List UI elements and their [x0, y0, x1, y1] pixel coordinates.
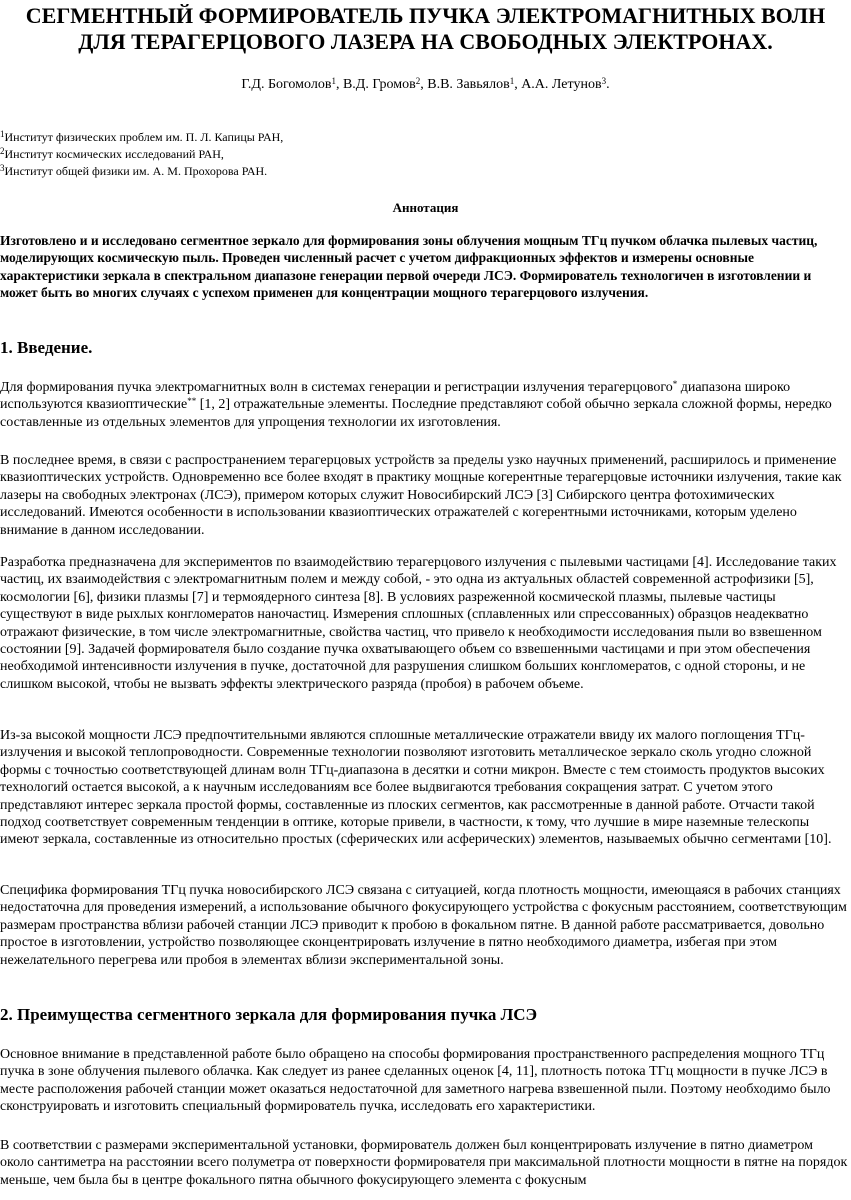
body-paragraph: В последнее время, в связи с распространением терагерцовых устройств за пределы узко научных применений, расширилось и применение квазиоптических устройств. Одновременно все более входят в практику мощные когерентные терагерцовые источники излучения, такие как лазеры на свободных электронах (ЛСЭ), примером которых служит Новосибирский ЛСЭ [3] Сибирского центра фотохимических исследований. Имеются особенности в использовании квазиоптических отражателей с когерентными источниками, которым уделено внимание в данном исследовании. — [0, 453, 842, 538]
affiliation: $^3$Институт общей физики им. А. М. Прохорова РАН. — [0, 163, 268, 178]
footnote-marker: ** — [187, 396, 197, 407]
section-heading-introduction: 1. Введение. — [0, 338, 93, 357]
author-list — [0, 76, 851, 94]
body-paragraph: Специфика формирования ТГц пучка новосибирского ЛСЭ связана с ситуацией, когда плотность мощности, имеющаяся в рабочих станциях недостаточна для проведения измерений, а использование обычного фокусирующего устройства с фокусным расстоянием, соответствующим размерам пространства вблизи рабочей станции ЛСЭ приводит к пробою в фокальном пятне. В данной работе рассматривается, довольно простое в изготовлении, устройство позволяющее сконцентрировать излучение в пятно необходимого диаметра, избегая при этом нежелательного перегрева или пробоя в элементах вблизи экспериментальной зоны. — [0, 883, 847, 968]
author: В.В. Завьялов$^1$, — [427, 76, 522, 92]
body-paragraph: Для формирования пучка электромагнитных волн в системах генерации и регистрации излучения терагерцового* диапазона широко используются квазиоптические** [1, 2] отражательные элементы. Последние представляют собой обычно зеркала сложной формы, нередко составленные из отдельных элементов для упрощения технологии их изготовления. — [0, 379, 832, 430]
paper-title: СЕГМЕНТНЫЙ ФОРМИРОВАТЕЛЬ ПУЧКА ЭЛЕКТРОМАГНИТНЫХ ВОЛН ДЛЯ ТЕРАГЕРЦОВОГО ЛАЗЕРА НА СВОБОДНЫХ ЭЛЕКТРОНАХ. — [25, 3, 826, 54]
body-paragraph: Из-за высокой мощности ЛСЭ предпочтительными являются сплошные металлические отражатели ввиду их малого поглощения ТГц-излучения и высокой теплопроводности. Современные технологии позволяют изготовить металлическое зеркало сколь угодно сложной формы с точностью соответствующей длинам волн ТГц-диапазона в десятки и сотни микрон. Вместе с тем стоимость продуктов высоких технологий остается высокой, а к научным исследованиям все более выдвигаются требования сокращения затрат. С учетом этого представляют интерес зеркала простой формы, составленные из плоских сегментов, как рассмотренные в данной работе. Отчасти такой подход соответствует современным тенденции в оптике, которые привели, в частности, к тому, что лучшие в мире наземные телескопы имеют зеркала, составленные из относительно простых (сферических или асферических) элементов, называемых обычно сегментами [10]. — [0, 728, 832, 848]
affiliation: $^1$Институт физических проблем им. П. Л. Капицы РАН, — [0, 129, 284, 144]
section-heading-advantages: 2. Преимущества сегментного зеркала для формирования пучка ЛСЭ — [0, 1005, 538, 1024]
footnote-marker: * — [672, 379, 678, 389]
author: Г.Д. Богомолов$^1$, — [241, 76, 343, 92]
author: А.А. Летунов$^3$. — [521, 76, 610, 92]
author: В.Д. Громов$^2$, — [342, 76, 428, 92]
body-paragraph: Разработка предназначена для экспериментов по взаимодействию терагерцового излучения с пылевыми частицами [4]. Исследование таких частиц, их взаимодействия с электромагнитным полем и между собой, - это одна из актуальных областей современной астрофизики [5], космологии [6], физики плазмы [7] и термоядерного синтеза [8]. В условиях разреженной космической плазмы, пылевые частицы существуют в виде рыхлых конгломератов наночастиц. Измерения сплошных (сплавленных или спрессованных) образцов неадекватно отражают физические, в том числе электромагнитные, свойства частиц, что привело к необходимости исследования пыли во взвешенном состоянии [9]. Задачей формирователя было создание пучка охватывающего объем со взвешенными частицами и при этом обеспечения необходимой интенсивности излучения в пучке, достаточной для разрушения слишком больших конгломератов, с одной стороны, и не слишком высокой, чтобы не вызвать эффекты электрического разряда (пробоя) в рабочем объеме. — [0, 555, 837, 692]
affiliation-list — [0, 129, 283, 180]
abstract-heading: Аннотация — [392, 200, 459, 215]
body-paragraph: Основное внимание в представленной работе было обращено на способы формирования пространственного распределения мощного ТГц пучка в зоне облучения пылевого облачка. Как следует из ранее сделанных оценок [4, 11], плотность потока ТГц мощности в пучке ЛСЭ в месте расположения рабочей станции может оказаться недостаточной для заметного нагрева взвешенной пыли. Поэтому необходимо было сконструировать и изготовить специальный формирователь пучка, исследовать его характеристики. — [0, 1047, 831, 1115]
affiliation: $^2$Институт космических исследований РАН, — [0, 146, 224, 161]
body-paragraph: В соответствии с размерами экспериментальной установки, формирователь должен был концентрировать излучение в пятно диаметром около сантиметра на расстоянии всего полуметра от поверхности формирователя при максимальной плотности мощности в пятне на порядок меньше, чем была бы в центре фокального пятна обычного фокусирующего элемента с фокусным — [0, 1138, 848, 1188]
abstract-text: Изготовлено и и исследовано сегментное зеркало для формирования зоны облучения мощным ТГц пучком облачка пылевых частиц, моделирующих космическую пыль. Проведен численный расчет с учетом дифракционных эффектов и измерены основные характеристики зеркала в спектральном диапазоне генерации первой очереди ЛСЭ. Формирователь технологичен в изготовлении и может быть во многих случаях с успехом применен для концентрации мощного терагерцового излучения. — [0, 233, 818, 301]
